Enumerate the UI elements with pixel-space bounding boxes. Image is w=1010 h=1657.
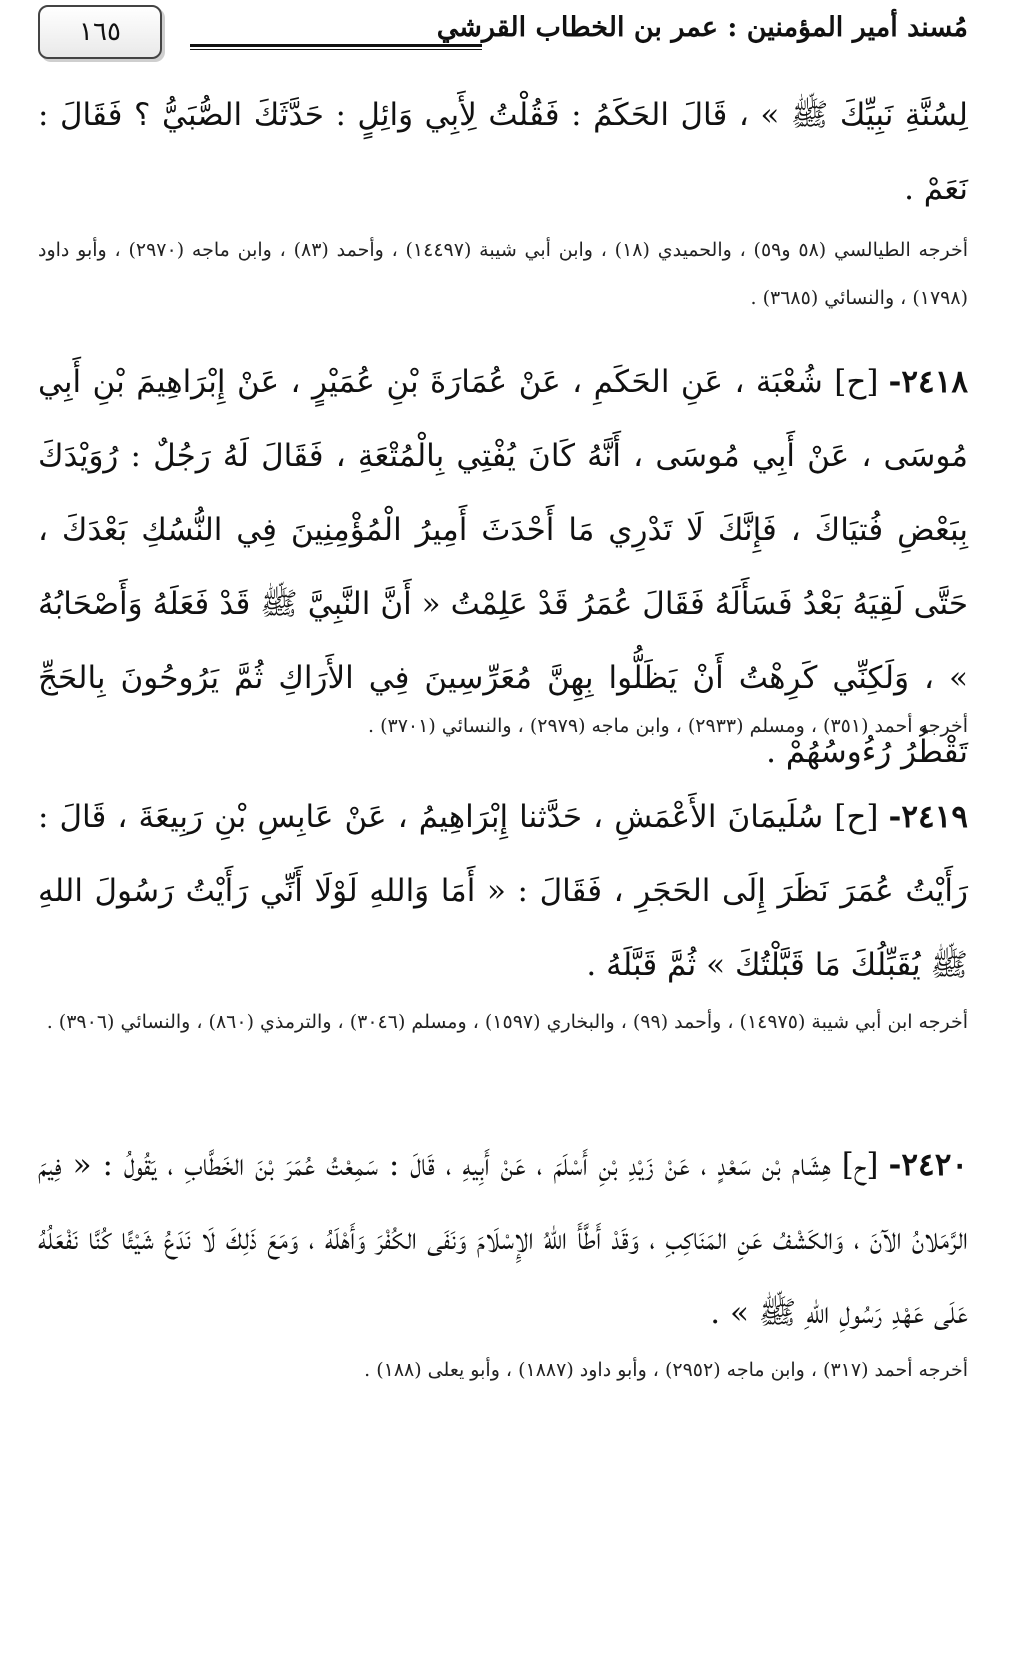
hadith-number: ٢٤١٨- [888, 364, 968, 400]
hadith-body: [ح] هِشَام بْن سَعْدٍ ، عَنْ زَيْدِ بْنِ أَسْلَمَ ، عَنْ أَبِيهِ ، قَالَ : سَمِعْتُ عُمَرَ بْنَ الخَطَّابِ ، يَقُولُ : « فِيمَ الرَّمَلانُ الآنَ ، وَالكَشْفُ عَنِ المَنَاكِبِ ، وَقَدْ أَطَّأَ اللهُ الإِسْلَامَ وَنَفَى الكُفْرَ وَأَهْلَهُ ، وَمَعَ ذَلِكَ لَا نَدَعُ شَيْئًا كُنَّا نَفْعَلُهُ عَلَى عَهْدِ رَسُولِ اللهِ ﷺ » . [38, 1147, 968, 1331]
hadith-body: لِسُنَّةِ نَبِيِّكَ ﷺ » ، قَالَ الحَكَمُ : فَقُلْتُ لِأَبِي وَائِلٍ : حَدَّثَكَ الصُّبَيُّ ؟ فَقَالَ : نَعَمْ . [38, 97, 968, 207]
hadith-text [38, 1128, 968, 1350]
takhrij-note: أخرجه أحمد (٣١٧) ، وابن ماجه (٢٩٥٢) ، وأبو داود (١٨٨٧) ، وأبو يعلى (١٨٨) . [364, 1359, 968, 1381]
takhrij-note: أخرجه أحمد (٣٥١) ، ومسلم (٢٩٣٣) ، وابن ماجه (٢٩٧٩) ، والنسائي (٣٧٠١) . [367, 715, 968, 737]
page-number: ١٦٥ [38, 5, 162, 59]
page-header [38, 0, 968, 70]
header-rule [190, 44, 482, 50]
hadith-number: ٢٤١٩- [888, 799, 968, 835]
book-page [38, 0, 968, 1657]
takhrij-note: أخرجه الطيالسي (٥٨ و٥٩) ، والحميدي (١٨) ، وابن أبي شيبة (١٤٤٩٧) ، وأحمد (٨٣) ، وابن ماجه (٢٩٧٠) ، وأبو داود (١٧٩٨) ، والنسائي (٣٦٨٥) . [38, 239, 968, 309]
running-title: مُسند أمير المؤمنين : عمر بن الخطاب القرشي [436, 12, 968, 43]
takhrij-note: أخرجه ابن أبي شيبة (١٤٩٧٥) ، وأحمد (٩٩) ، والبخاري (١٥٩٧) ، ومسلم (٣٠٤٦) ، والترمذي (٨٦٠) ، والنسائي (٣٩٠٦) . [46, 1011, 968, 1033]
hadith-text [38, 780, 968, 1002]
hadith-body: [ح] شُعْبَة ، عَنِ الحَكَمِ ، عَنْ عُمَارَةَ بْنِ عُمَيْرٍ ، عَنْ إِبْرَاهِيمَ بْنِ أَبِي مُوسَى ، عَنْ أَبِي مُوسَى ، أَنَّهُ كَانَ يُفْتِي بِالْمُتْعَةِ ، فَقَالَ لَهُ رَجُلٌ : رُوَيْدَكَ بِبَعْضِ فُتيَاكَ ، فَإِنَّكَ لَا تَدْرِي مَا أَحْدَثَ أَمِيرُ الْمُؤْمِنِينَ فِي النُّسُكِ بَعْدَكَ ، حَتَّى لَقِيَهُ بَعْدُ فَسَأَلَهُ فَقَالَ عُمَرُ قَدْ عَلِمْتُ « أَنَّ النَّبِيَّ ﷺ قَدْ فَعَلَهُ وَأَصْحَابُهُ » ، وَلَكِنِّي كَرِهْتُ أَنْ يَظَلُّوا بِهِنَّ مُعَرِّسِينَ فِي الأَرَاكِ ثُمَّ يَرُوحُونَ بِالحَجِّ تَقْطُرُ رُءُوسُهُمْ . [38, 364, 968, 770]
hadith-number: ٢٤٢٠- [888, 1147, 968, 1183]
hadith-text [38, 78, 968, 226]
hadith-body: [ح] سُلَيمَانَ الأَعْمَشِ ، حَدَّثنا إِبْرَاهِيمُ ، عَنْ عَابِسِ بْنِ رَبِيعَةَ ، قَالَ : رَأَيْتُ عُمَرَ نَظَرَ إِلَى الحَجَرِ ، فَقَالَ : « أَمَا وَاللهِ لَوْلَا أَنِّي رَأَيْتُ رَسُولَ اللهِ ﷺ يُقَبِّلُكَ مَا قَبَّلْتُكَ » ثُمَّ قَبَّلَهُ . [38, 799, 968, 983]
